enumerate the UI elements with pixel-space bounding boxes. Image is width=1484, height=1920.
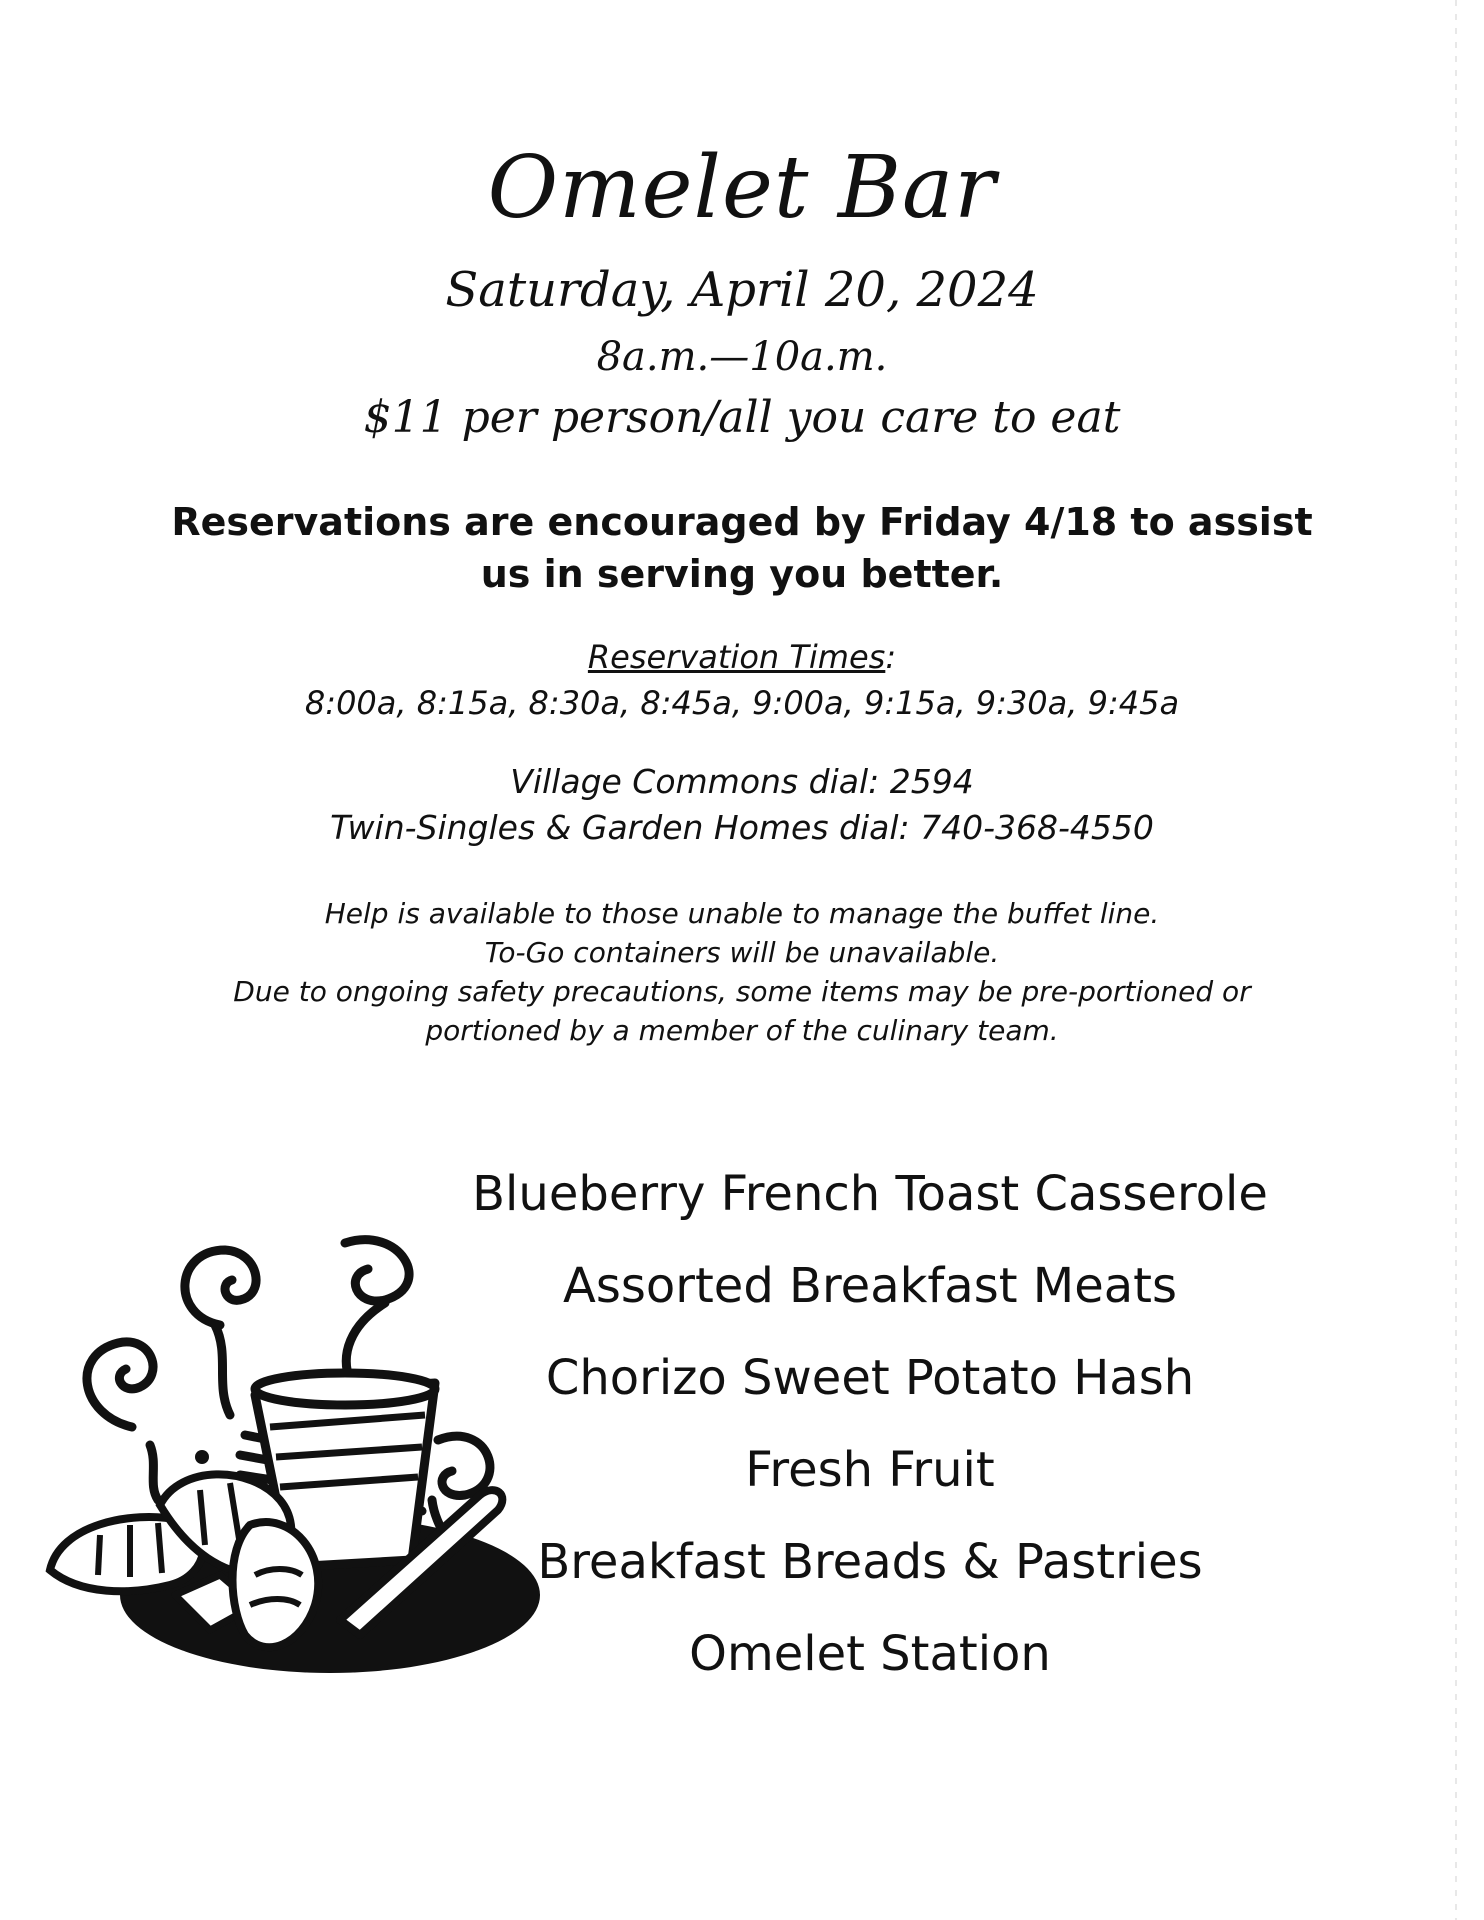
note-line: portioned by a member of the culinary team. [425,1014,1059,1047]
reservation-times-heading [0,638,1484,676]
menu-item: Fresh Fruit [745,1442,995,1498]
reservation-notice-line1: Reservations are encouraged by Friday 4/18 to assist [171,500,1313,544]
note-line: To-Go containers will be unavailable. [484,936,1000,969]
event-price: $11 per person/all you care to eat [363,392,1121,443]
note-line: Due to ongoing safety precautions, some items may be pre-portioned or [233,975,1251,1008]
twin-singles-dial: Twin-Singles & Garden Homes dial: 740-368-4550 [330,808,1154,847]
reservation-times-label: Reservation Times [587,638,886,676]
reservation-notice-line2: us in serving you better. [480,552,1004,596]
event-date: Saturday, April 20, 2024 [445,262,1039,318]
flyer-title: Omelet Bar [487,138,997,238]
menu-item: Omelet Station [689,1626,1051,1682]
reservation-notice [150,496,1334,600]
note-line: Help is available to those unable to manage the buffet line. [324,897,1160,930]
menu-item: Breakfast Breads & Pastries [537,1534,1203,1590]
reservation-times-colon: : [885,638,897,676]
reservation-times-list: 8:00a, 8:15a, 8:30a, 8:45a, 9:00a, 9:15a, 9:30a, 9:45a [304,684,1180,722]
event-time: 8a.m.—10a.m. [596,334,888,380]
menu-item: Chorizo Sweet Potato Hash [545,1350,1195,1406]
menu-item: Blueberry French Toast Casserole [472,1166,1268,1222]
menu-item: Assorted Breakfast Meats [563,1258,1177,1314]
menu-list [460,1148,1280,1700]
village-commons-dial: Village Commons dial: 2594 [510,762,974,801]
notes-block [150,894,1334,1050]
